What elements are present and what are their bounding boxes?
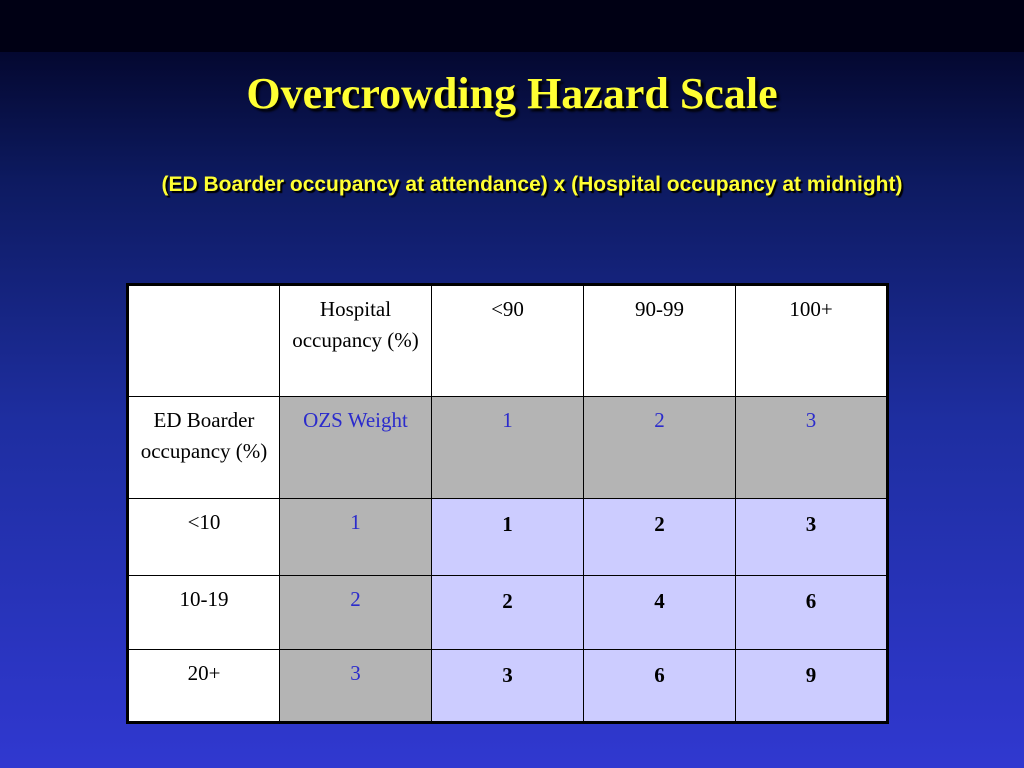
score-cell: 6 (736, 576, 888, 650)
top-band (0, 0, 1024, 52)
score-cell: 6 (584, 650, 736, 723)
score-cell: 1 (432, 499, 584, 576)
ed-boarder-occupancy-label: ED Boarder occupancy (%) (128, 397, 280, 499)
hazard-scale-table (126, 283, 889, 724)
table-row (128, 576, 888, 650)
column-weight: 3 (736, 397, 888, 499)
column-weight: 1 (432, 397, 584, 499)
table-row (128, 499, 888, 576)
column-header: 100+ (736, 285, 888, 397)
score-cell: 2 (432, 576, 584, 650)
column-header: 90-99 (584, 285, 736, 397)
score-cell: 9 (736, 650, 888, 723)
row-weight: 2 (280, 576, 432, 650)
score-cell: 4 (584, 576, 736, 650)
row-label: 20+ (128, 650, 280, 723)
score-cell: 2 (584, 499, 736, 576)
ozs-weight-label: OZS Weight (280, 397, 432, 499)
column-header: <90 (432, 285, 584, 397)
column-weight: 2 (584, 397, 736, 499)
score-cell: 3 (736, 499, 888, 576)
row-label: <10 (128, 499, 280, 576)
hospital-occupancy-label: Hospital occupancy (%) (280, 285, 432, 397)
row-weight: 1 (280, 499, 432, 576)
weight-row (128, 397, 888, 499)
corner-cell (128, 285, 280, 397)
table-header-row (128, 285, 888, 397)
slide-subtitle: (ED Boarder occupancy at attendance) x (Hospital occupancy at midnight) (161, 173, 903, 196)
row-label: 10-19 (128, 576, 280, 650)
row-weight: 3 (280, 650, 432, 723)
score-cell: 3 (432, 650, 584, 723)
slide-title: Overcrowding Hazard Scale (246, 69, 778, 118)
table-row (128, 650, 888, 723)
